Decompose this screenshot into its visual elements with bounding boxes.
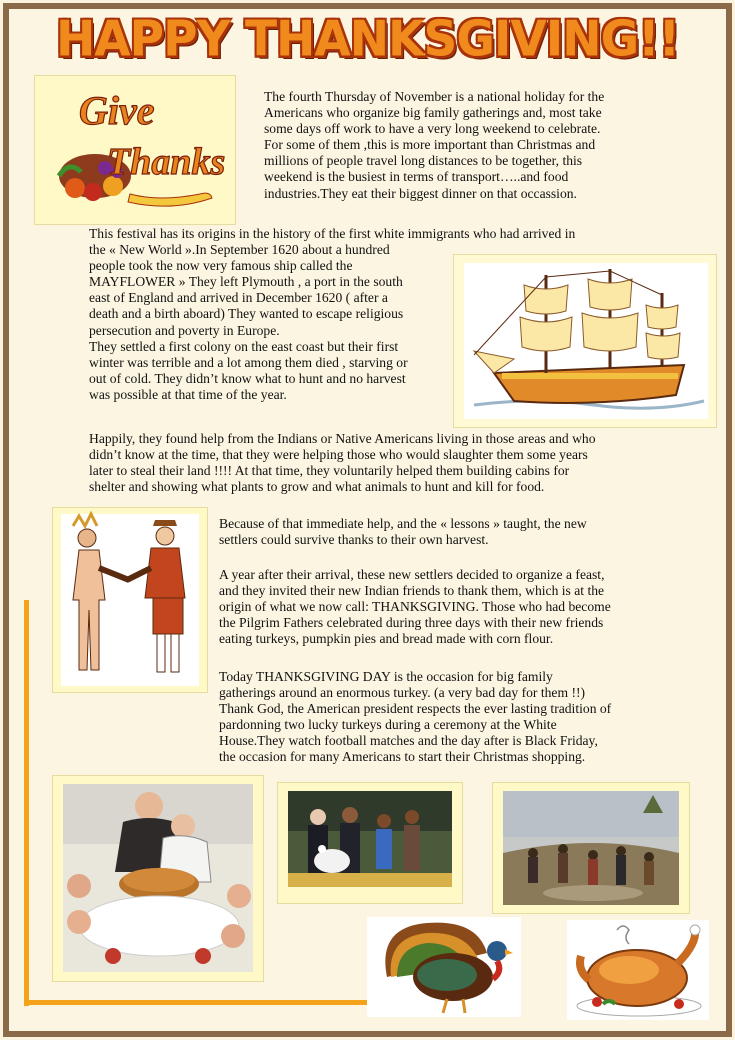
text-line: pardonning two lucky turkeys during a ceremony at the White <box>219 717 557 733</box>
text-line: and they invited their new Indian friends to thank them, which is at the <box>219 583 605 599</box>
text-line: MAYFLOWER » They left Plymouth , a port in the south <box>89 274 403 290</box>
family-dinner-image-box <box>52 775 264 982</box>
family-dinner-painting <box>53 776 263 981</box>
roast-turkey-box <box>567 920 709 1020</box>
text-line: The fourth Thursday of November is a national holiday for the <box>264 89 605 104</box>
accent-bar-vertical <box>24 600 29 1006</box>
text-line: was possible at that time of the year. <box>89 386 287 402</box>
text-line: Because of that immediate help, and the « lessons » taught, the new <box>219 516 587 531</box>
page-title: HAPPY THANKSGIVING!! <box>55 10 680 69</box>
pilgrims-image-box <box>492 782 690 914</box>
text-line: millions of people travel long distances to be together, this <box>264 153 583 169</box>
text-line: people took the now very famous ship called the <box>89 258 353 274</box>
text-line: out of cold. They didn’t know what to hunt and no harvest <box>89 370 406 386</box>
text-line: the occasion for many Americans to start their Christmas shopping. <box>219 749 586 765</box>
accent-bar-horizontal <box>24 1000 374 1005</box>
give-thanks-logo-box <box>34 75 236 225</box>
text-line: Americans who organize big family gatherings and, most take <box>264 105 602 121</box>
text-line: settlers could survive thanks to their own harvest. <box>219 532 489 548</box>
handshake-illustration <box>53 508 207 692</box>
text-line: Thank God, the American president respects the ever lasting tradition of <box>219 701 612 717</box>
today-paragraph <box>219 669 709 766</box>
help-paragraph <box>89 431 709 495</box>
turkey-bird-clipart <box>367 917 521 1017</box>
because-paragraph <box>219 516 709 548</box>
logo-text-thanks: Thanks <box>107 141 226 183</box>
text-line: They settled a first colony on the east coast but their first <box>89 338 399 354</box>
text-line: persecution and poverty in Europe. <box>89 322 280 338</box>
text-line: gatherings around an enormous turkey. (a very bad day for them !!) <box>219 685 586 701</box>
turkey-pardon-photo <box>278 783 462 903</box>
roast-turkey-clipart <box>567 920 709 1020</box>
text-line: the « New World ».In September 1620 about a hundred <box>89 242 390 258</box>
text-line: later to steal their land !!!! At that time, they voluntarily helped them building cabins for <box>89 463 570 479</box>
text-line: death and a birth aboard) They wanted to escape religious <box>89 306 404 322</box>
text-line: industries.They eat their biggest dinner on that occassion. <box>264 185 577 201</box>
text-line: Happily, they found help from the Indians or Native Americans living in those areas and who <box>89 431 596 446</box>
text-line: didn’t know at the time, that they were helping those who would slaughter them some years <box>89 447 588 463</box>
give-thanks-logo <box>35 76 235 224</box>
text-line: House.They watch football matches and the day after is Black Friday, <box>219 733 598 749</box>
text-line: Today THANKSGIVING DAY is the occasion for big family <box>219 669 553 684</box>
year-after-paragraph <box>219 567 709 647</box>
text-line: origin of what we now call: THANKSGIVING. Those who had become <box>219 599 611 615</box>
text-line: winter was terrible and a lot among them died , starving or <box>89 354 408 370</box>
mayflower-ship <box>454 255 716 427</box>
mayflower-image-box <box>453 254 717 428</box>
text-line: This festival has its origins in the history of the first white immigrants who had arrived in <box>89 226 576 241</box>
intro-paragraph <box>264 89 704 202</box>
text-line: For some of them ,this is more important than Christmas and <box>264 137 596 153</box>
text-line: the Pilgrim Fathers celebrated during three days with their new friends <box>219 615 604 631</box>
text-line: weekend is the busiest in terms of transport…..and food <box>264 169 569 185</box>
text-line: eating turkeys, pumpkin pies and bread made with corn flour. <box>219 631 554 647</box>
pilgrims-painting <box>493 783 689 913</box>
handshake-image-box <box>52 507 208 693</box>
logo-text-give: Give <box>79 88 155 133</box>
turkey-bird-box <box>367 917 521 1017</box>
text-line: shelter and showing what plants to grow and what animals to hunt and kill for food. <box>89 479 545 495</box>
text-line: A year after their arrival, these new settlers decided to organize a feast, <box>219 567 605 582</box>
text-line: east of England and arrived in December 1620 ( after a <box>89 290 388 306</box>
text-line: some days off work to have a very long weekend to celebrate. <box>264 121 601 137</box>
turkey-pardon-image-box <box>277 782 463 904</box>
